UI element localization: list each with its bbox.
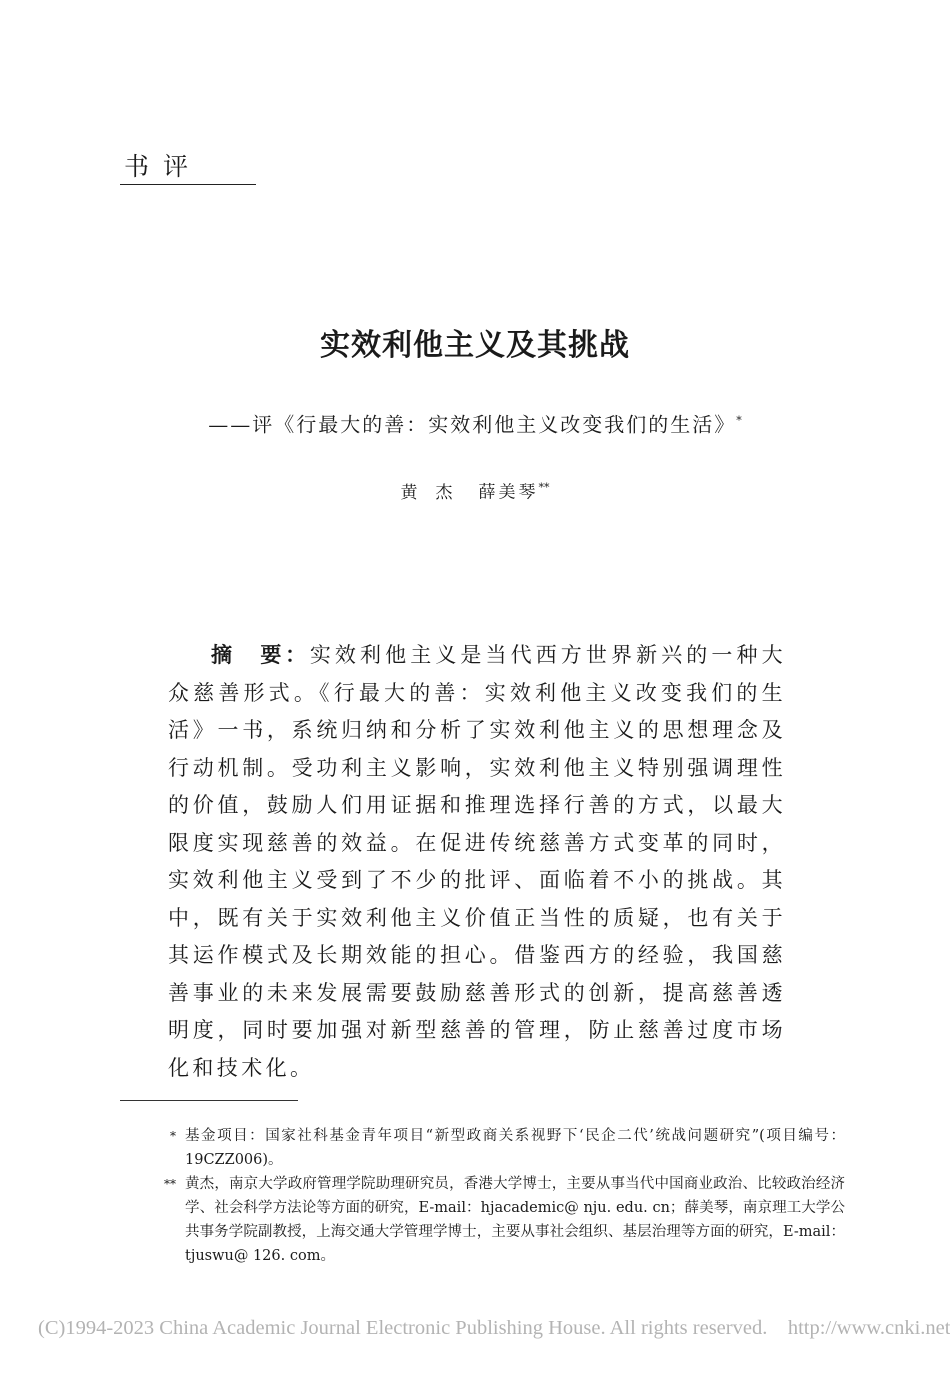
footnote-divider xyxy=(120,1100,298,1101)
footnote-mark: ** xyxy=(164,1177,176,1191)
author-second: 薛美琴 xyxy=(478,482,539,503)
footnote-funding xyxy=(170,1124,845,1172)
abstract xyxy=(168,637,786,1087)
author-line xyxy=(0,475,950,506)
author-footnote-mark: ** xyxy=(538,481,550,494)
footnote-authors xyxy=(164,1172,845,1268)
abstract-label: 摘 要： xyxy=(211,643,310,667)
article-subtitle xyxy=(0,406,950,440)
abstract-text: 实效利他主义是当代西方世界新兴的一种大众慈善形式。《行最大的善：实效利他主义改变我们的生活》一书，系统归纳和分析了实效利他主义的思想理念及行动机制。受功利主义影响，实效利他主义特别强调理性的价值，鼓励人们用证据和推理选择行善的方式，以最大限度实现慈善的效益。在促进传统慈善方式变革的同时，实效利他主义受到了不少的批评、面临着不小的挑战。其中，既有关于实效利他主义价值正当性的质疑，也有关于其运作模式及长期效能的担心。借鉴西方的经验，我国慈善事业的未来发展需要鼓励慈善形式的创新，提高慈善透明度，同时要加强对新型慈善的管理，防止慈善过度市场化和技术化。 xyxy=(168,643,787,1080)
subtitle-footnote-mark: * xyxy=(736,414,742,427)
subtitle-text: ——评《行最大的善：实效利他主义改变我们的生活》 xyxy=(208,412,737,437)
footnote-text: 基金项目：国家社科基金青年项目“新型政商关系视野下‘民企二代’统战问题研究”(项目编号：19CZZ006)。 xyxy=(185,1128,845,1168)
author-first: 黄杰 xyxy=(400,482,471,503)
copyright-watermark: (C)1994-2023 China Academic Journal Electronic Publishing House. All rights reserved. http://www.cnki.net xyxy=(38,1317,950,1339)
footnote-mark: * xyxy=(170,1129,176,1143)
section-label: 书评 xyxy=(120,152,256,185)
footnote-text: 黄杰，南京大学政府管理学院助理研究员，香港大学博士，主要从事当代中国商业政治、比较政治经济学、社会科学方法论等方面的研究，E-mail：hjacademic@ nju. edu. cn；薛美琴，南京理工大学公共事务学院副教授，上海交通大学管理学博士，主要从事社会组织、基层治理等方面的研究，E-mail：tjuswu@ 126. com。 xyxy=(185,1176,845,1264)
article-title: 实效利他主义及其挑战 xyxy=(320,328,630,363)
